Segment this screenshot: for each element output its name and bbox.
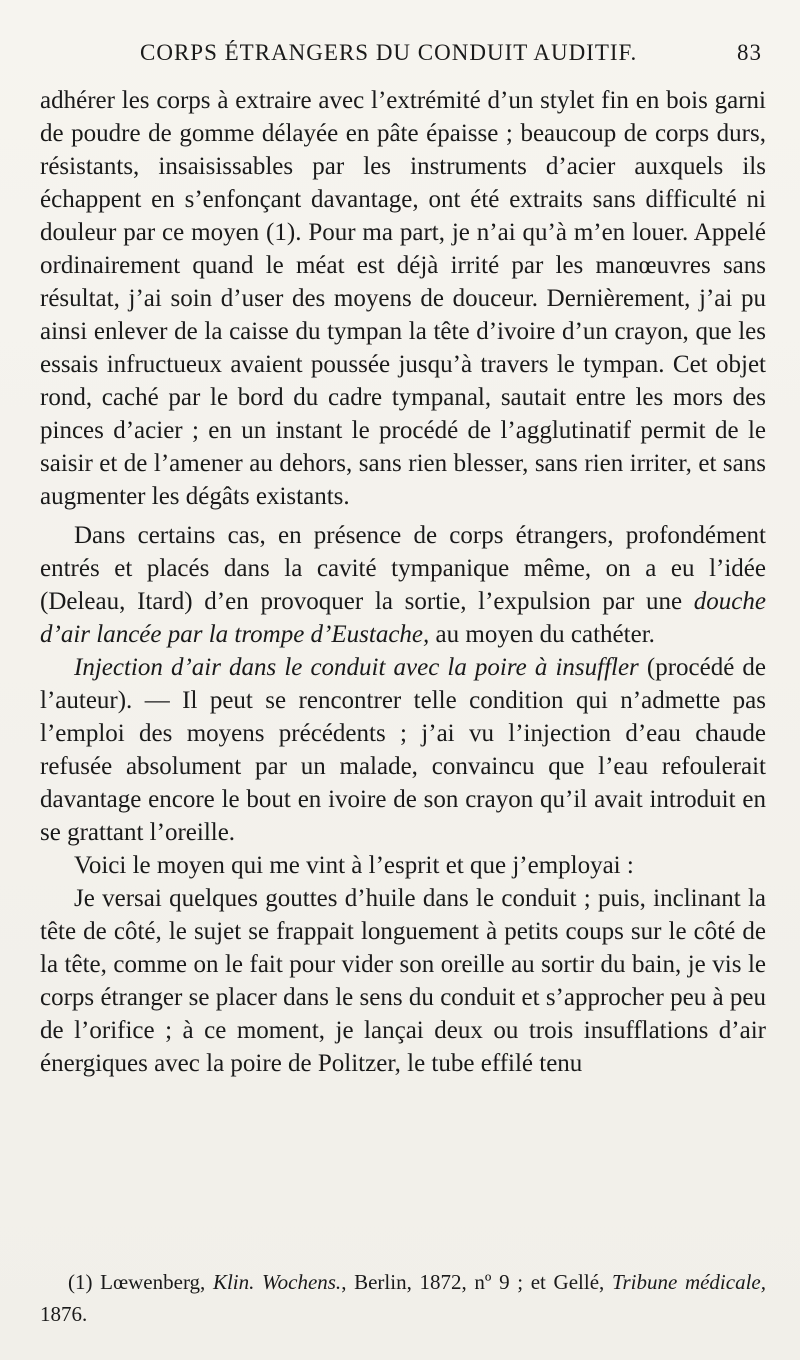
footnote-journal-title-2: Tribune médicale, bbox=[611, 1270, 766, 1294]
paragraph-1: adhérer les corps à extraire avec l’extrémité d’un stylet fin en bois garni de poudre de gomme délayée en pâte épaisse ; beaucoup de corps durs, résistants, insaisissables par les instruments d’acier auxquels ils échappent en s’enfonçant davantage, ont été extraits sans difficulté ni douleur par ce moyen (1). Pour ma part, je n’ai qu’à m’en louer. Appelé ordinairement quand le méat est déjà irrité par les manœuvres sans résultat, j’ai soin d’user des moyens de douceur. Dernièrement, j’ai pu ainsi enlever de la caisse du tympan la tête d’ivoire d’un crayon, que les essais infructueux avaient poussée jusqu’à travers le tympan. Cet objet rond, caché par le bord du cadre tympanal, sautait entre les mors des pinces d’acier ; en un instant le procédé de l’agglutinatif permit de le saisir et de l’amener au dehors, sans rien blesser, sans rien irriter, et sans augmenter les dégâts existants. bbox=[40, 87, 766, 510]
footnote-text-a: (1) Lœwenberg, bbox=[68, 1270, 213, 1294]
paragraph-3-text: (procédé de l’auteur). — Il peut se rencontrer telle condition qui n’admette pas l’emploi des moyens précédents ; j’ai vu l’injection d’eau chaude refusée absolument par un malade, convaincu que l’eau refoulerait davantage encore le bout en ivoire de son crayon qu’il avait introduit en se grattant l’oreille. bbox=[40, 654, 766, 846]
paragraph-3 bbox=[40, 651, 766, 849]
paragraph-2-text-b: au moyen du cathéter. bbox=[429, 621, 655, 648]
paragraph-2 bbox=[40, 519, 766, 651]
page-header bbox=[40, 40, 762, 74]
paragraph-4: Voici le moyen qui me vint à l’esprit et que j’employai : bbox=[74, 852, 634, 879]
footnote-text-c: , Berlin, 1872, nº 9 ; et Gellé, bbox=[341, 1270, 612, 1294]
paragraph-2-text-a: Dans certains cas, en présence de corps étrangers, profondément entrés et placés dans la cavité tympanique même, on a eu l’idée (Deleau, Itard) d’en provoquer la sortie, l’expulsion par une bbox=[40, 522, 766, 615]
footnote bbox=[40, 1266, 766, 1330]
footnote-text-e: 1876. bbox=[40, 1302, 88, 1326]
page-number: 83 bbox=[737, 40, 762, 65]
paragraph-2-italic: douche d’air lancée par la trompe d’Eustache, bbox=[40, 588, 766, 648]
running-head: CORPS ÉTRANGERS DU CONDUIT AUDITIF. bbox=[140, 40, 638, 65]
page-body bbox=[40, 84, 766, 1080]
paragraph-5: Je versai quelques gouttes d’huile dans le conduit ; puis, inclinant la tête de côté, le sujet se frappait longuement à petits coups sur le côté de la tête, comme on le fait pour vider son oreille au sortir du bain, je vis le corps étranger se placer dans le sens du conduit et s’approcher peu à peu de l’orifice ; à ce moment, je lançai deux ou trois insufflations d’air énergiques avec la poire de Politzer, le tube effilé tenu bbox=[40, 885, 766, 1077]
footnote-journal-title: Klin. Wochens. bbox=[212, 1270, 342, 1294]
section-heading-italic: Injection d’air dans le conduit avec la poire à insuffler bbox=[74, 654, 639, 681]
